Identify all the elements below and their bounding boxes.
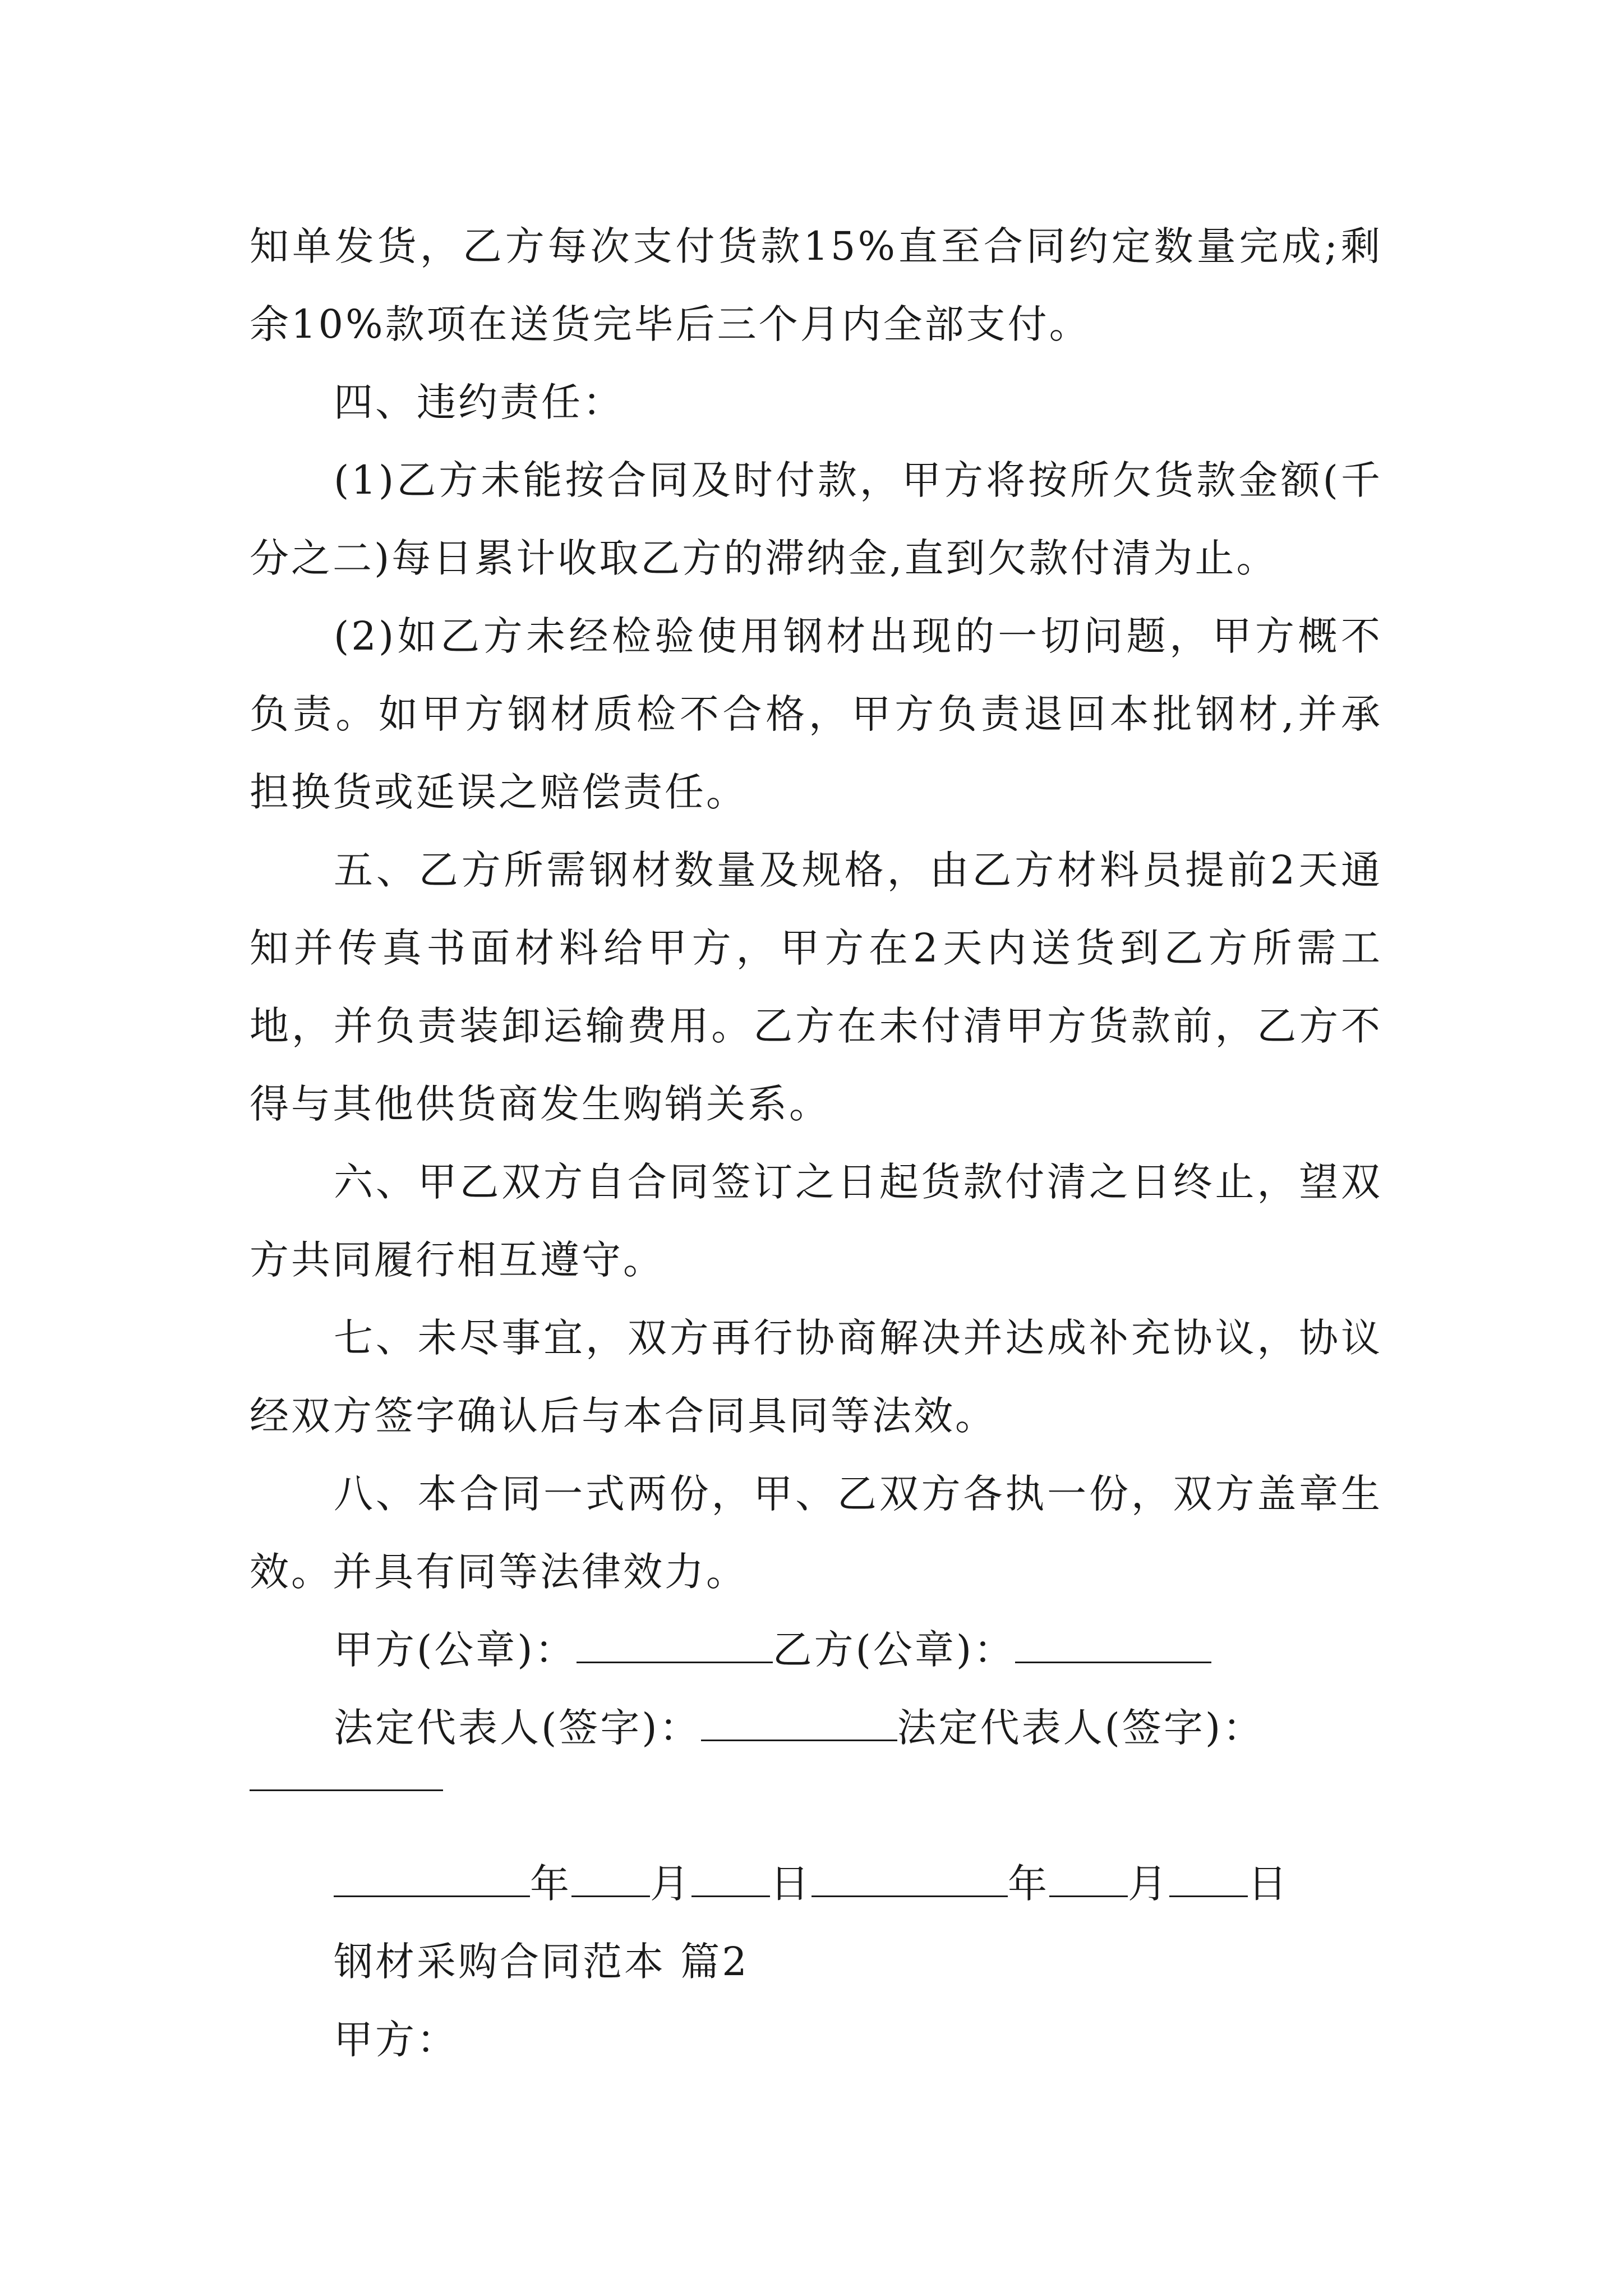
representative-line (250, 1689, 1382, 1767)
date-b-year-label: 年 (1008, 1861, 1049, 1907)
party-a-rep-label: 法定代表人(签字)： (334, 1705, 701, 1751)
party-b-rep-blank (250, 1789, 443, 1791)
paragraph-clause-six: 六、甲乙双方自合同签订之日起货款付清之日终止，望双方共同履行相互遵守。 (250, 1159, 1382, 1283)
date-b-month-label: 月 (1128, 1861, 1169, 1907)
paragraph-payment-terms: 知单发货，乙方每次支付货款15%直至合同约定数量完成;剩余10%款项在送货完毕后三个月内全部支付。 (250, 223, 1382, 347)
date-a-day-label: 日 (770, 1861, 811, 1907)
paragraph-clause-five: 五、乙方所需钢材数量及规格，由乙方材料员提前2天通知并传真书面材料给甲方，甲方在2天内送货到乙方所需工地，并负责装卸运输费用。乙方在未付清甲方货款前，乙方不得与其他供货商发生购销关系。 (250, 847, 1382, 1127)
paragraph-clause-eight: 八、本合同一式两份，甲、乙双方各执一份，双方盖章生效。并具有同等法律效力。 (250, 1471, 1382, 1595)
date-line (250, 1845, 1382, 1923)
section-title: 钢材采购合同范本 篇2 (334, 1939, 749, 1985)
date-a-year-label: 年 (530, 1861, 571, 1907)
document-body (250, 208, 1382, 2079)
date-a-month-blank (571, 1863, 650, 1897)
paragraph-quality-liability: (2)如乙方未经检验使用钢材出现的一切问题，甲方概不负责。如甲方钢材质检不合格，甲方负责退回本批钢材,并承担换货或延误之赔偿责任。 (250, 613, 1382, 815)
paragraph-late-payment: (1)乙方未能按合同及时付款，甲方将按所欠货款金额(千分之二)每日累计收取乙方的滞纳金,直到欠款付清为止。 (250, 457, 1382, 581)
party-b-seal-label: 乙方(公章)： (772, 1627, 1016, 1673)
date-a-month-label: 月 (650, 1861, 691, 1907)
date-a-day-blank (691, 1863, 770, 1897)
date-b-month-blank (1049, 1863, 1128, 1897)
party-a-label: 甲方： (334, 2017, 458, 2063)
date-b-day-blank (1169, 1863, 1248, 1897)
party-b-rep-label: 法定代表人(签字)： (897, 1705, 1265, 1751)
date-a-year-blank (334, 1863, 530, 1897)
party-a-seal-blank (577, 1629, 773, 1663)
date-b-day-label: 日 (1248, 1861, 1289, 1907)
seal-line (250, 1611, 1382, 1689)
paragraph-clause-seven: 七、未尽事宜，双方再行协商解决并达成补充协议，协议经双方签字确认后与本合同具同等法效。 (250, 1315, 1382, 1439)
rep-blank-continuation-row (250, 1767, 1382, 1845)
heading-breach-liability: 四、违约责任： (334, 379, 624, 425)
party-a-seal-label: 甲方(公章)： (334, 1627, 577, 1673)
date-b-year-blank (811, 1863, 1008, 1897)
party-a-rep-blank (701, 1707, 897, 1741)
party-b-seal-blank (1015, 1629, 1211, 1663)
